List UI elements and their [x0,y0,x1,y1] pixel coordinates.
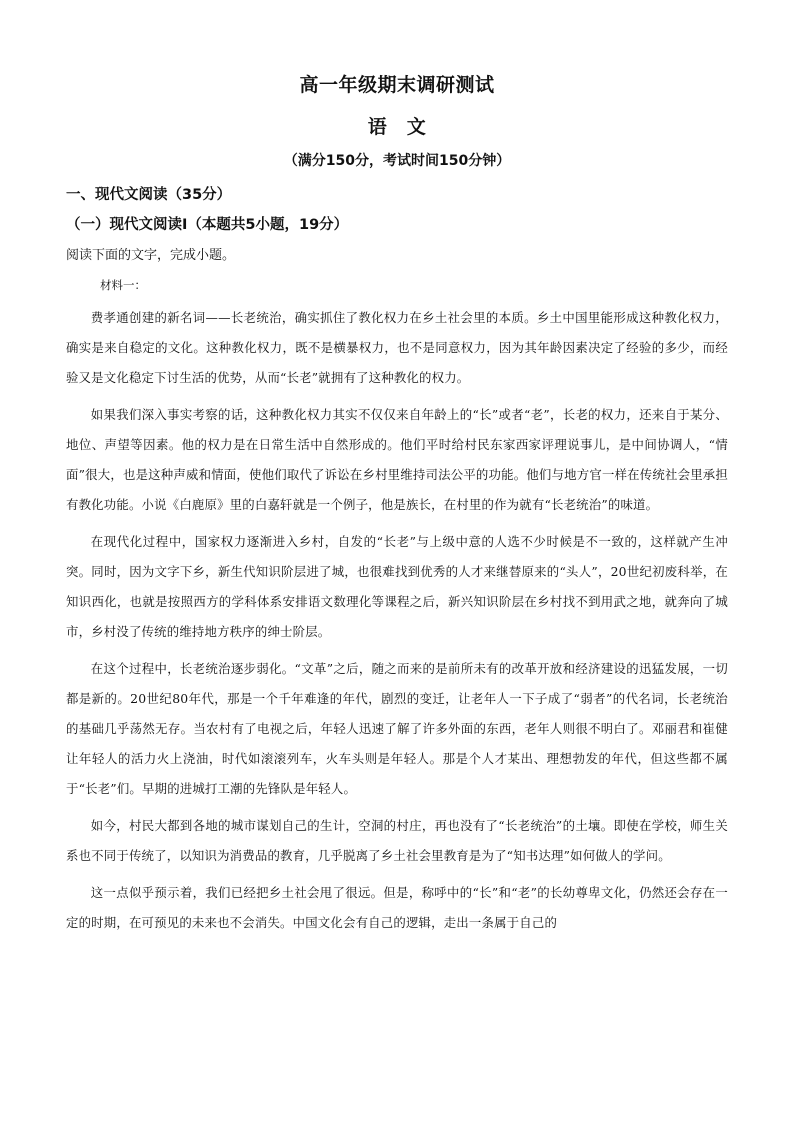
paragraph: 这一点似乎预示着，我们已经把乡土社会甩了很远。但是，称呼中的“长”和“老”的长幼尊卑文化，仍然还会存在一定的时期，在可预见的未来也不会消失。中国文化会有自己的逻辑，走出一条属于自己的 [66,885,728,930]
paragraph: 如果我们深入事实考察的话，这种教化权力其实不仅仅来自年龄上的“长”或者“老”，长老的权力，还来自于某分、地位、声望等因素。他的权力是在日常生活中自然形成的。他们平时给村民东家西家评理说事儿，是中间协调人，“情面”很大，也是这种声威和情面，使他们取代了诉讼在乡村里维持司法公平的功能。他们与地方官一样在传统社会里承担有教化功能。小说《白鹿原》里的白嘉轩就是一个例子，他是族长，在村里的作为就有“长老统治”的味道。 [66,407,728,512]
paragraph: 如今，村民大都到各地的城市谋划自己的生计，空洞的村庄，再也没有了“长老统治”的土壤。即使在学校，师生关系也不同于传统了，以知识为消费品的教育，几乎脱离了乡土社会里教育是为了“知书达理”如何做人的学问。 [66,818,728,863]
section-heading: 一、现代文阅读（35分） [66,187,232,203]
reading-instruction: 阅读下面的文字，完成小题。 [66,248,236,263]
paragraph: 在这个过程中，长老统治逐步弱化。“文革”之后，随之而来的是前所未有的改革开放和经济建设的迅猛发展，一切都是新的。20世纪80年代，那是一个千年难逢的年代，剧烈的变迁，让老年人一下子成了“弱者”的代名词，长老统治的基础几乎荡然无存。当农村有了电视之后，年轻人迅速了解了许多外面的东西，老年人则很不明白了。邓丽君和崔健让年轻人的活力火上浇油，时代如滚滚列车，火车头则是年轻人。那是个人才某出、理想勃发的年代，但这些都不属于“长老”们。早期的进城打工潮的先锋队是年轻人。 [66,661,728,796]
subsection-heading: （一）现代文阅读Ⅰ（本题共5小题，19分） [66,217,349,233]
reading-passage [66,303,728,945]
paragraph: 在现代化过程中，国家权力逐渐进入乡村，自发的“长老”与上级中意的人选不少时候是不一致的，这样就产生冲突。同时，因为文字下乡，新生代知识阶层进了城，也很难找到优秀的人才来继替原来的“头人”，20世纪初废科举，在知识西化，也就是按照西方的学科体系安排语文数理化等课程之后，新兴知识阶层在乡村找不到用武之地，就奔向了城市，乡村没了传统的维持地方秩序的绅士阶层。 [66,534,728,639]
paragraph: 费孝通创建的新名词——长老统治，确实抓住了教化权力在乡土社会里的本质。乡土中国里能形成这种教化权力，确实是来自稳定的文化。这种教化权力，既不是横暴权力，也不是同意权力，因为其年龄因素决定了经验的多少，而经验又是文化稳定下讨生活的优势，从而“长老”就拥有了这种教化的权力。 [66,310,728,385]
subject-title: 语 文 [367,116,427,138]
exam-meta: （满分150分，考试时间150分钟） [283,153,511,169]
exam-title: 高一年级期末调研测试 [299,74,495,96]
material-label: 材料一： [100,278,146,292]
